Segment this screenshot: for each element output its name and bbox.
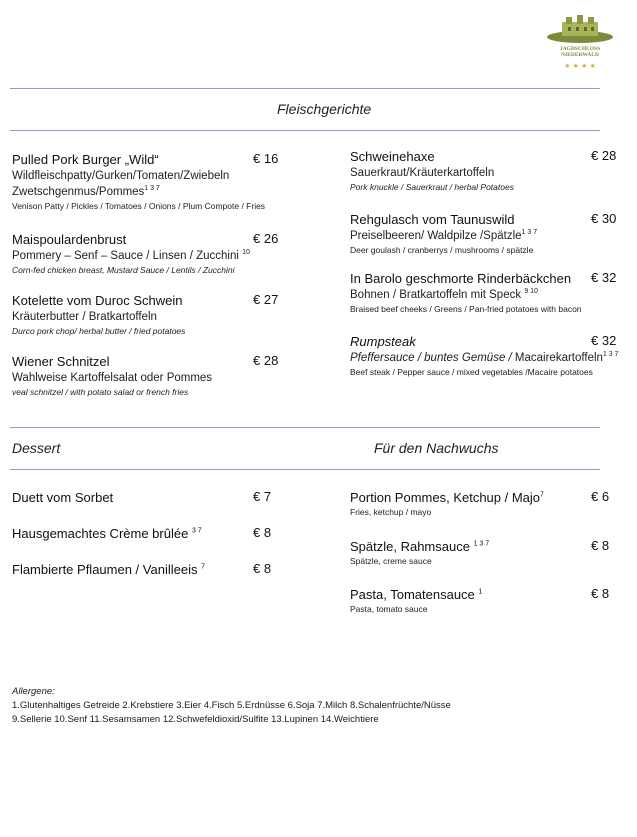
item-name-row [350, 586, 482, 603]
item-name: Kotelette vom Duroc Schwein [12, 293, 183, 308]
item-desc [350, 350, 619, 366]
castle-logo-icon [546, 12, 614, 70]
top-rule [10, 88, 600, 89]
menu-item-rehgulasch [350, 211, 537, 257]
item-desc-text: Zwetschgenmus/Pommes [12, 186, 145, 198]
item-desc-cont [12, 184, 265, 200]
menu-item-wiener-schnitzel [12, 353, 212, 399]
dessert-rule [10, 469, 600, 470]
item-price: € 8 [591, 586, 610, 601]
menu-item-pulled-pork [12, 151, 265, 213]
allergen-line-2: 9.Sellerie 10.Senf 11.Sesamsamen 12.Schwefeldioxid/Sulfite 13.Lupinen 14.Weichtiere [12, 714, 379, 725]
item-desc-text: Macairekartoffeln [514, 352, 603, 364]
allergen-legend [12, 685, 451, 727]
item-price: € 32 [591, 270, 617, 285]
item-english: Durco pork chop/ herbal butter / fried potatoes [12, 326, 186, 336]
item-price: € 7 [253, 489, 272, 504]
item-price: € 30 [591, 211, 617, 226]
allergen-sup: 7 [540, 491, 544, 499]
item-name: In Barolo geschmorte Rinderbäckchen [350, 271, 572, 286]
item-price: € 27 [253, 292, 279, 307]
allergen-sup: 1 3 7 [144, 185, 160, 193]
item-name: Rumpsteak [350, 334, 416, 349]
allergen-sup: 1 3 7 [521, 229, 538, 237]
item-name: Hausgemachtes Crème brûlée [12, 526, 189, 541]
menu-item-rinderbaeckchen [350, 270, 582, 316]
menu-item-rumpsteak [350, 333, 619, 379]
item-name: Portion Pommes, Ketchup / Majo [350, 490, 541, 505]
item-english: Beef steak / Pepper sauce / mixed vegetables /Macaire potatoes [350, 367, 593, 377]
item-price: € 26 [253, 231, 279, 246]
item-name-row [12, 525, 202, 542]
allergen-sup: 7 [201, 563, 205, 571]
allergen-sup: 3 7 [191, 527, 202, 535]
menu-item-schweinehaxe [350, 148, 514, 194]
item-english: veal schnitzel / with potato salad or french fries [12, 387, 189, 397]
item-price: € 8 [591, 538, 610, 553]
item-name: Duett vom Sorbet [12, 490, 114, 505]
item-english: Fries, ketchup / mayo [350, 507, 432, 517]
item-price: € 8 [253, 561, 272, 576]
fleisch-rule [10, 130, 600, 131]
item-english: Venison Patty / Pickles / Tomatoes / Onions / Plum Compote / Fries [12, 201, 266, 211]
item-name: Schweinehaxe [350, 149, 435, 164]
menu-item-pasta [350, 586, 482, 616]
allergen-title: Allergene: [12, 686, 55, 697]
menu-item-spaetzle [350, 538, 489, 568]
item-name: Flambierte Pflaumen / Vanilleeis [12, 562, 198, 577]
item-name-row [350, 538, 489, 555]
hotel-logo [546, 12, 614, 70]
item-price: € 6 [591, 489, 610, 504]
heading-dessert: Dessert [12, 440, 61, 456]
item-english: Braised beef cheeks / Greens / Pan-fried potatoes with bacon [350, 304, 582, 314]
heading-fleischgerichte: Fleischgerichte [277, 101, 372, 117]
item-desc-text: Preiselbeeren/ Waldpilze /Spätzle [350, 230, 522, 242]
item-english: Spätzle, creme sauce [350, 556, 432, 566]
logo-stars: ★ ★ ★ ★ [564, 62, 596, 70]
heading-nachwuchs: Für den Nachwuchs [374, 440, 499, 456]
allergen-sup: 9 10 [524, 288, 538, 296]
menu-item-pommes [350, 489, 544, 519]
item-name: Pasta, Tomatensauce [350, 587, 475, 602]
logo-name-line1: JAGDSCHLOSS [559, 46, 601, 52]
item-desc-text: Pfeffersauce / buntes Gemüse / [350, 352, 515, 364]
allergen-sup: 1 3 7 [473, 540, 490, 548]
item-name-row [12, 561, 205, 578]
menu-item-creme-brulee [12, 525, 202, 542]
item-desc [350, 228, 537, 244]
allergen-sup: 10 [242, 249, 250, 257]
menu-item-pflaumen [12, 561, 205, 578]
item-desc: Sauerkraut/Kräuterkartoffeln [350, 167, 495, 179]
item-desc: Wahlweise Kartoffelsalat oder Pommes [12, 372, 213, 384]
item-name: Maispoulardenbrust [12, 232, 127, 247]
item-english: Deer goulash / cranberrys / mushrooms / spätzle [350, 245, 534, 255]
item-desc [350, 287, 582, 303]
item-price: € 28 [591, 148, 617, 163]
item-desc [12, 248, 250, 264]
item-price: € 32 [591, 333, 617, 348]
item-name: Spätzle, Rahmsauce [350, 539, 470, 554]
item-price: € 16 [253, 151, 279, 166]
item-desc-text: Bohnen / Bratkartoffeln mit Speck [350, 289, 522, 301]
item-name: Wiener Schnitzel [12, 354, 110, 369]
allergen-line-1: 1.Glutenhaltiges Getreide 2.Krebstiere 3.Eier 4.Fisch 5.Erdnüsse 6.Soja 7.Milch 8.Schalenfrüchte/Nüsse [12, 700, 451, 711]
item-desc: Kräuterbutter / Bratkartoffeln [12, 311, 157, 323]
logo-name-line2: NIEDERWALD [561, 52, 599, 58]
menu-item-sorbet [12, 489, 113, 506]
item-price: € 8 [253, 525, 272, 540]
allergen-sup: 1 [478, 588, 483, 596]
item-name-row [350, 489, 544, 506]
item-price: € 28 [253, 353, 279, 368]
item-english: Pork knuckle / Sauerkraut / herbal Potatoes [350, 182, 514, 192]
item-name: Rehgulasch vom Taunuswild [350, 212, 515, 227]
allergen-sup: 1 3 7 [602, 351, 619, 359]
item-desc: Wildfleischpatty/Gurken/Tomaten/Zwiebeln [12, 170, 230, 182]
middle-rule [10, 427, 600, 428]
item-desc-text: Pommery – Senf – Sauce / Linsen / Zucchini [12, 250, 239, 262]
menu-item-maispoularde [12, 231, 250, 277]
item-name: Pulled Pork Burger „Wild“ [12, 152, 159, 167]
menu-item-kotelette [12, 292, 185, 338]
item-english: Pasta, tomato sauce [350, 604, 428, 614]
item-english: Corn-fed chicken breast, Mustard Sauce / Lentils / Zucchini [12, 265, 235, 275]
